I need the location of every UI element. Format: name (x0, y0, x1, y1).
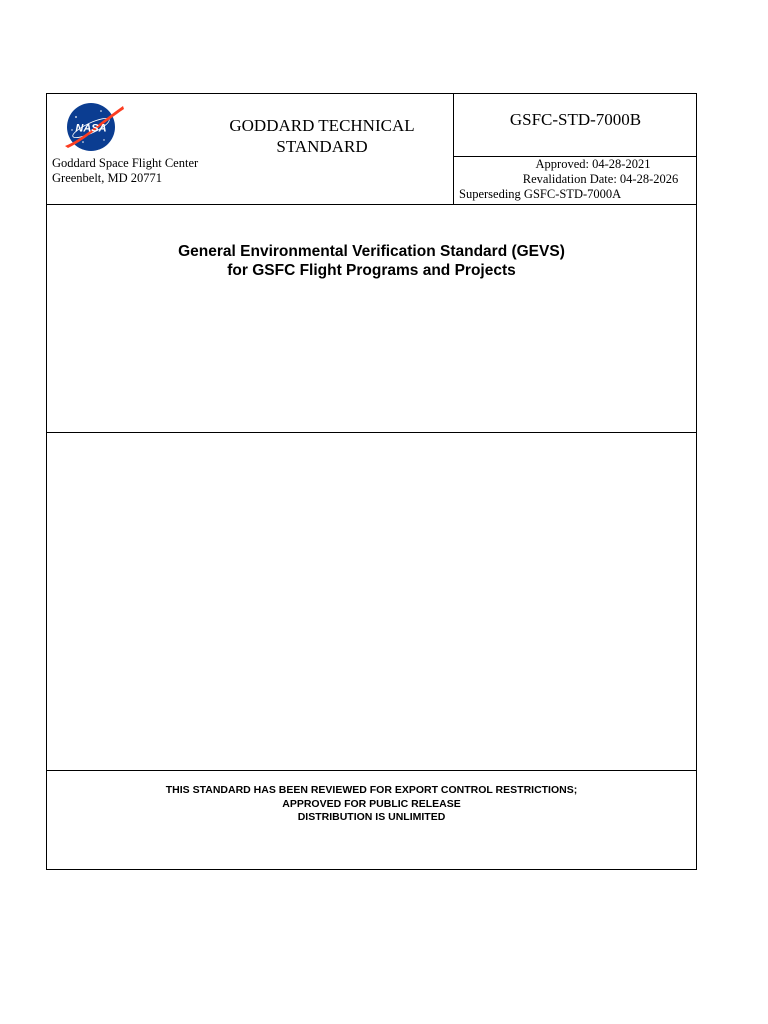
doc-number: GSFC-STD-7000B (509, 110, 642, 129)
doc-number-cell (454, 94, 697, 157)
center-name: Goddard Space Flight Center (52, 156, 199, 170)
org-title-line2: STANDARD (276, 137, 368, 156)
org-title (197, 115, 447, 157)
header-left (47, 94, 453, 204)
org-title-line1: GODDARD TECHNICAL (229, 116, 415, 135)
notice-line1: THIS STANDARD HAS BEEN REVIEWED FOR EXPORT CONTROL RESTRICTIONS; (165, 784, 578, 796)
export-control-notice (47, 784, 696, 825)
logo-text: NASA (75, 122, 107, 135)
title-line2: for GSFC Flight Programs and Projects (227, 262, 516, 279)
header-section (47, 94, 696, 205)
notice-section (47, 771, 696, 869)
approved-date: Approved: 04-28-2021 (535, 157, 651, 171)
title-section (47, 204, 696, 433)
revalidation-date: Revalidation Date: 04-28-2026 (522, 172, 679, 186)
cover-frame (46, 93, 697, 870)
notice-line2: APPROVED FOR PUBLIC RELEASE (282, 797, 461, 810)
notice-line3: DISTRIBUTION IS UNLIMITED (297, 811, 446, 823)
blank-section (47, 433, 696, 771)
nasa-meatball-logo-icon (63, 100, 125, 152)
document-title (47, 242, 696, 280)
center-address: Greenbelt, MD 20771 (52, 171, 163, 185)
title-line1: General Environmental Verification Standard (GEVS) (178, 243, 565, 260)
superseding-note: Superseding GSFC-STD-7000A (459, 187, 622, 201)
header-right (453, 94, 697, 204)
